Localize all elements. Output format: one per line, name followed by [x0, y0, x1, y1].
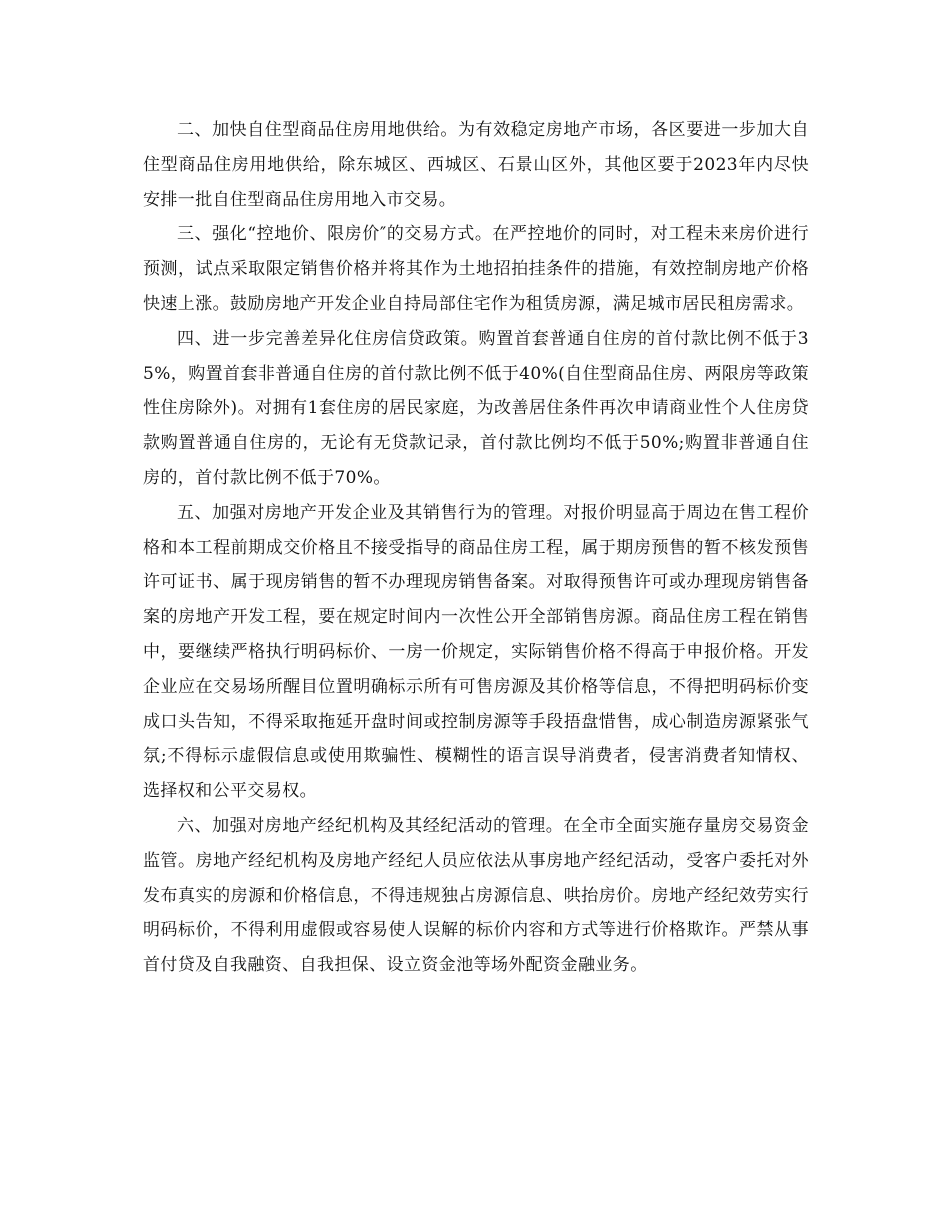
document-body [143, 113, 809, 983]
paragraph-developer-management: 五、加强对房地产开发企业及其销售行为的管理。对报价明显高于周边在售工程价格和本工程前期成交价格且不接受指导的商品住房工程，属于期房预售的暂不核发预售许可证书、属于现房销售的暂不办理现房销售备案。对取得预售许可或办理现房销售备案的房地产开发工程，要在规定时间内一次性公开全部销售房源。商品住房工程在销售中，要继续严格执行明码标价、一房一价规定，实际销售价格不得高于申报价格。开发企业应在交易场所醒目位置明确标示所有可售房源及其价格等信息，不得把明码标价变成口头告知，不得采取拖延开盘时间或控制房源等手段捂盘惜售，成心制造房源紧张气氛;不得标示虚假信息或使用欺骗性、模糊性的语言误导消费者，侵害消费者知情权、选择权和公平交易权。 [143, 502, 809, 802]
paragraph-land-supply: 二、加快自住型商品住房用地供给。为有效稳定房地产市场，各区要进一步加大自住型商品住房用地供给，除东城区、西城区、石景山区外，其他区要于2023年内尽快安排一批自住型商品住房用地入市交易。 [143, 120, 809, 210]
paragraph-agency-management: 六、加强对房地产经纪机构及其经纪活动的管理。在全市全面实施存量房交易资金监管。房地产经纪机构及房地产经纪人员应依法从事房地产经纪活动，受客户委托对外发布真实的房源和价格信息，不得违规独占房源信息、哄抬房价。房地产经纪效劳实行明码标价，不得利用虚假或容易使人误解的标价内容和方式等进行价格欺诈。严禁从事首付贷及自我融资、自我担保、设立资金池等场外配资金融业务。 [143, 815, 809, 976]
paragraph-price-control: 三、强化“控地价、限房价″的交易方式。在严控地价的同时，对工程未来房价进行预测，试点采取限定销售价格并将其作为土地招拍挂条件的措施，有效控制房地产价格快速上涨。鼓励房地产开发企业自持局部住宅作为租赁房源，满足城市居民租房需求。 [143, 224, 809, 314]
paragraph-credit-policy: 四、进一步完善差异化住房信贷政策。购置首套普通自住房的首付款比例不低于35%，购置首套非普通自住房的首付款比例不低于40%(自住型商品住房、两限房等政策性住房除外)。对拥有1套住房的居民家庭，为改善居住条件再次申请商业性个人住房贷款购置普通自住房的，无论有无贷款记录，首付款比例均不低于50%;购置非普通自住房的，首付款比例不低于70%。 [143, 328, 809, 488]
